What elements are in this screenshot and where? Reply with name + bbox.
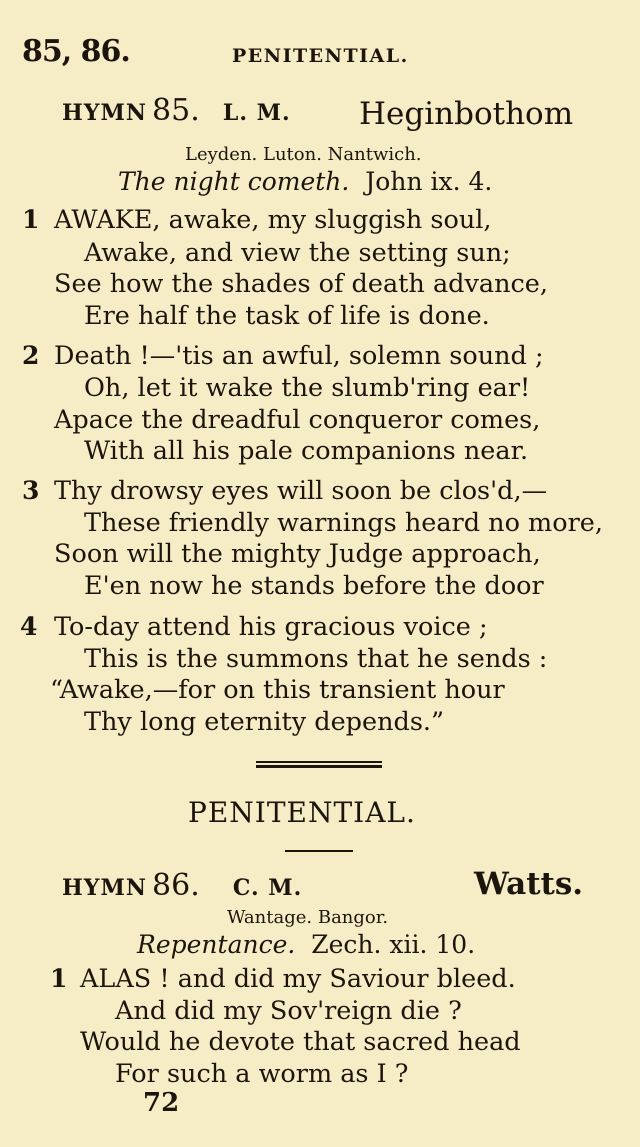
verse-line: Thy drowsy eyes will soon be clos'd,— <box>54 476 548 506</box>
hymn-subject <box>137 930 475 959</box>
verse-line: Apace the dreadful conqueror comes, <box>54 405 541 435</box>
verse-number: 3 <box>22 476 40 505</box>
hymn-meter: C. M. <box>232 875 303 901</box>
verse-line: With all his pale companions near. <box>84 436 529 466</box>
verse-line: And did my Sov'reign die ? <box>115 996 462 1026</box>
hymn-label: HYMN <box>62 875 147 901</box>
verse-line: Death !—'tis an awful, solemn sound ; <box>54 341 544 371</box>
verse-line: See how the shades of death advance, <box>54 269 548 299</box>
verse-number: 1 <box>50 964 68 993</box>
verse-number: 4 <box>20 612 38 641</box>
verse-line: Soon will the mighty Judge approach, <box>54 539 541 569</box>
verse-line: “Awake,—for on this transient hour <box>50 675 505 705</box>
verse-line: For such a worm as I ? <box>115 1059 409 1089</box>
verse-line: Would he devote that sacred head <box>80 1027 521 1057</box>
hymn-author: Watts. <box>474 866 584 902</box>
verse-line: Ere half the task of life is done. <box>84 301 490 331</box>
verse-line: To-day attend his gracious voice ; <box>54 612 488 642</box>
subject-title: Repentance. <box>137 930 296 959</box>
verse-line: These friendly warnings heard no more, <box>84 508 603 538</box>
verse-line: Thy long eternity depends.” <box>84 707 445 737</box>
verse-line: This is the summons that he sends : <box>84 644 548 674</box>
verse-number: 2 <box>22 341 40 370</box>
page-number: 72 <box>143 1088 180 1118</box>
section-title: PENITENTIAL. <box>188 796 416 829</box>
subject-title: The night cometh. <box>118 167 350 196</box>
verse-number: 1 <box>22 205 40 234</box>
hymn-meter: L. M. <box>222 100 291 126</box>
verse-line: AWAKE, awake, my sluggish soul, <box>54 205 492 235</box>
hymn-86-heading <box>62 868 302 903</box>
hymn-number: 85. <box>152 93 200 128</box>
hymn-number: 86. <box>152 868 200 903</box>
hymn-author: Heginbothom <box>359 96 574 132</box>
verse-line: Awake, and view the setting sun; <box>84 238 511 268</box>
scripture-reference: Zech. xii. 10. <box>311 930 476 959</box>
hymn-85-heading <box>62 93 291 128</box>
divider-rule <box>285 850 353 852</box>
tune-names: Wantage. Bangor. <box>227 907 389 928</box>
scripture-reference: John ix. 4. <box>365 167 493 196</box>
running-head: PENITENTIAL. <box>232 45 409 67</box>
hymn-subject <box>118 167 492 196</box>
divider-rule <box>256 765 382 768</box>
verse-line: E'en now he stands before the door <box>84 571 544 601</box>
divider-rule <box>256 761 382 763</box>
hymn-label: HYMN <box>62 100 147 126</box>
tune-names: Leyden. Luton. Nantwich. <box>185 144 422 165</box>
verse-line: Oh, let it wake the slumb'ring ear! <box>84 373 531 403</box>
page-range: 85, 86. <box>22 34 130 69</box>
verse-line: ALAS ! and did my Saviour bleed. <box>80 964 516 994</box>
